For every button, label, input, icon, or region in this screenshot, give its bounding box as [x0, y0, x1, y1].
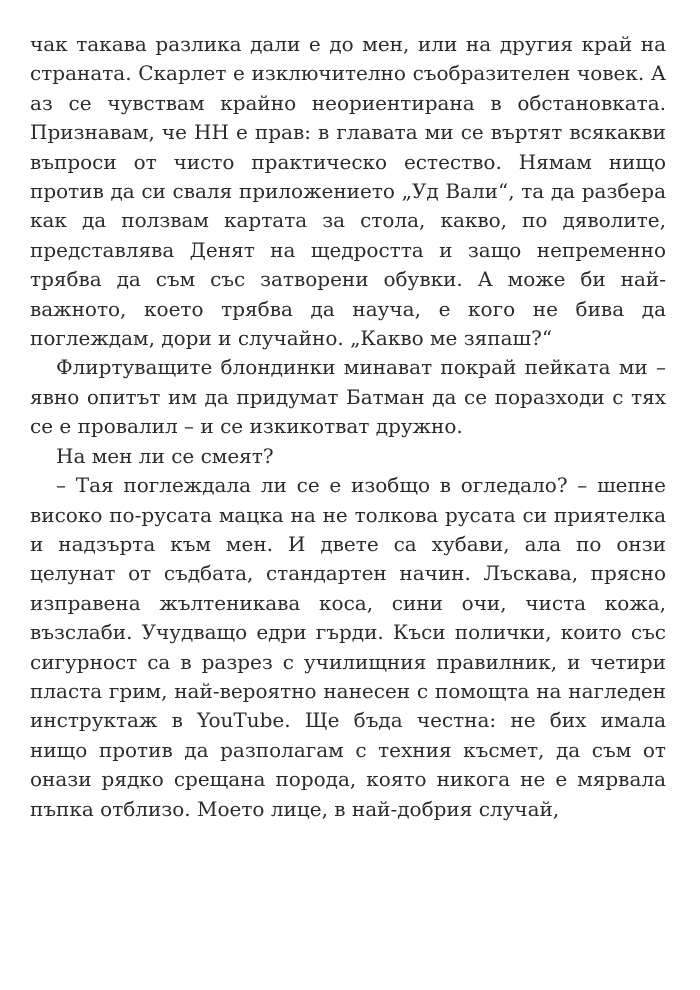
paragraph: Флиртуващите блондинки минават покрай пейката ми – явно опитът им да придумат Батман да се поразходи с тях се е провалил – и се изкикотват дружно. [30, 355, 666, 439]
paragraph: – Тая поглеждала ли се е изобщо в огледало? – шепне високо по-русата мацка на не толкова русата си приятелка и надзърта към мен. И двете са хубави, ала по онзи целунат от съдбата, стандартен начин. Лъскава, прясно изправена жълтеникава коса, сини очи, чиста кожа, възслаби. Учудващо едри гърди. Къси полички, които със сигурност са в разрез с училищния правилник, и четири пласта грим, най-вероятно нанесен с помощта на нагледен инструктаж в YouTube. Ще бъда честна: не бих имала нищо против да разполагам с техния късмет, да съм от онази рядко срещана порода, която никога не е мярвала пъпка отблизо. Моето лице, в най-добрия случай, [30, 473, 666, 821]
paragraph: На мен ли се смеят? [56, 443, 274, 468]
document-page [30, 30, 666, 824]
paragraph: чак такава разлика дали е до мен, или на другия край на страната. Скарлет е изключително съобразителен човек. А аз се чувствам крайно неориентирана в обстановката. Признавам, че НН е прав: в главата ми се въртят всякакви въпроси от чисто практическо естество. Нямам нищо против да си сваля приложението „Уд Вали“, та да разбера как да ползвам картата за стола, какво, по дяволите, представлява Денят на щедростта и защо непременно трябва да съм със затворени обувки. А може би най-важното, което трябва да науча, е кого не бива да поглеждам, дори и случайно. „Какво ме зяпаш?“ [30, 32, 666, 351]
